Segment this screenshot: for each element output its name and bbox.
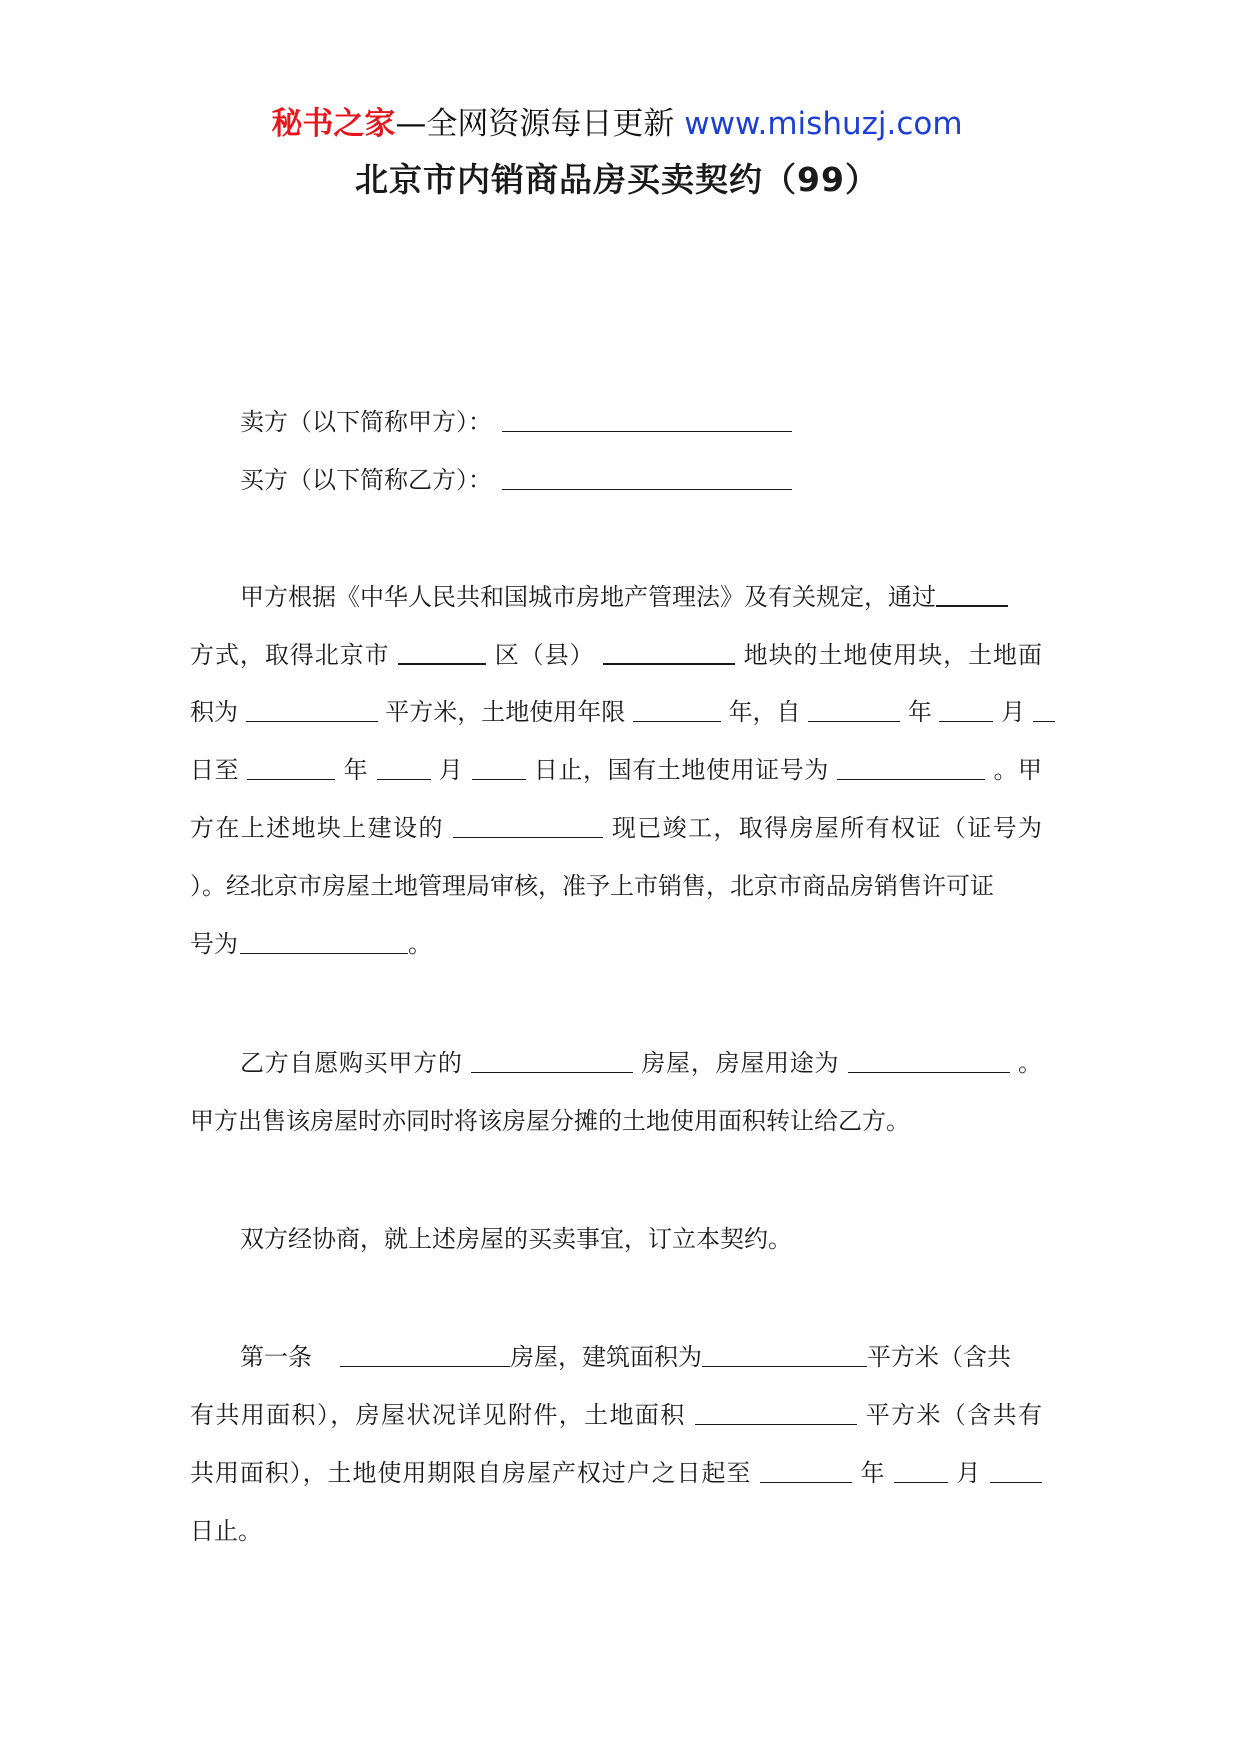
article1-property-field[interactable]	[340, 1340, 510, 1367]
para1-text: 方在上述地块上建设的	[190, 814, 444, 842]
para1-line-2	[190, 637, 1042, 672]
para1-text: 月	[1001, 698, 1026, 726]
para1-text: 年，自	[728, 698, 801, 726]
article1-line-3	[190, 1456, 1042, 1490]
acquisition-method-field[interactable]	[936, 579, 1008, 607]
land-area-field[interactable]	[246, 695, 378, 722]
para1-text: 日至	[190, 756, 240, 784]
para1-line-3	[190, 695, 1042, 729]
para1-line-1	[240, 579, 1042, 614]
document-title: 北京市内销商品房买卖契约（99）	[355, 160, 879, 199]
site-url-link[interactable]: www.mishuzj.com	[684, 106, 963, 142]
article1-text: 平方米（含共	[867, 1343, 1011, 1371]
article1-end-month-field[interactable]	[894, 1456, 948, 1483]
article1-text: 日止。	[190, 1517, 262, 1545]
para1-line-5	[190, 811, 1042, 845]
article1-line-2	[190, 1398, 1042, 1432]
article1-text: 平方米（含共有	[865, 1401, 1042, 1429]
article1-text: 有共用面积），房屋状况详见附件，土地面积	[190, 1401, 686, 1429]
district-field[interactable]	[398, 637, 486, 665]
start-day-field[interactable]	[1033, 695, 1055, 722]
article1-text: 共用面积），土地使用期限自房屋产权过户之日起至	[190, 1459, 752, 1487]
land-term-years-field[interactable]	[633, 695, 721, 722]
buyer-label: 买方（以下简称乙方）：	[240, 466, 492, 494]
para1-text: ）。经北京市房屋土地管理局审核，准予上市销售，北京市商品房销售许可证	[190, 872, 994, 900]
article1-line-1	[240, 1340, 1042, 1374]
start-month-field[interactable]	[939, 695, 993, 722]
end-day-field[interactable]	[472, 753, 526, 780]
article1-text: 年	[860, 1459, 886, 1487]
para2-line-2	[190, 1104, 1042, 1138]
sales-permit-number-field[interactable]	[240, 927, 408, 954]
para1-text: 。甲	[993, 756, 1043, 784]
para1-text: 月	[438, 756, 464, 784]
end-month-field[interactable]	[377, 753, 431, 780]
seller-label: 卖方（以下简称甲方）：	[240, 408, 492, 436]
para1-text: 年	[907, 698, 932, 726]
para1-text: 年	[343, 756, 369, 784]
brand-name: 秘书之家	[271, 106, 396, 142]
para2-line-1	[240, 1046, 1042, 1080]
start-year-field[interactable]	[808, 695, 900, 722]
seller-line	[240, 405, 1092, 439]
building-area-field[interactable]	[702, 1340, 867, 1367]
para1-text: 方式，取得北京市	[190, 641, 390, 669]
para1-text: 地块的土地使用块，土地面	[743, 641, 1043, 669]
para2-text: 房屋，房屋用途为	[641, 1049, 840, 1077]
para1-text: 甲方根据《中华人民共和国城市房地产管理法》及有关规定，通过	[240, 583, 936, 611]
para1-text: 现已竣工，取得房屋所有权证（证号为	[611, 814, 1042, 842]
para2-text: 。	[1018, 1049, 1043, 1077]
para1-line-6	[190, 869, 1042, 903]
property-use-field[interactable]	[848, 1046, 1010, 1073]
article1-end-day-field[interactable]	[990, 1456, 1042, 1483]
article1-text: 月	[956, 1459, 982, 1487]
land-plot-field[interactable]	[603, 637, 735, 665]
para1-text: 平方米，土地使用年限	[385, 698, 626, 726]
article1-text: 房屋，建筑面积为	[510, 1343, 702, 1371]
article-number: 第一条	[240, 1343, 312, 1371]
para1-text: 。	[408, 930, 432, 958]
site-header	[0, 104, 1234, 144]
seller-name-field[interactable]	[502, 405, 792, 432]
para1-text: 日止，国有土地使用证号为	[533, 756, 829, 784]
para1-line-7	[190, 927, 1042, 961]
article1-end-year-field[interactable]	[760, 1456, 852, 1483]
end-year-field[interactable]	[247, 753, 335, 780]
property-field[interactable]	[471, 1046, 633, 1073]
buyer-name-field[interactable]	[502, 463, 792, 490]
para1-line-4	[190, 753, 1042, 787]
header-tagline: —全网资源每日更新	[395, 106, 685, 142]
para1-text: 积为	[190, 698, 238, 726]
land-certificate-number-field[interactable]	[837, 753, 985, 780]
para1-text: 区（县）	[494, 641, 595, 669]
para2-text: 甲方出售该房屋时亦同时将该房屋分摊的土地使用面积转让给乙方。	[190, 1107, 910, 1135]
para3-text: 双方经协商，就上述房屋的买卖事宜，订立本契约。	[240, 1225, 792, 1253]
para1-text: 号为	[190, 930, 238, 958]
building-name-field[interactable]	[453, 811, 603, 838]
para3-line-1	[240, 1222, 1092, 1256]
article1-line-4	[190, 1514, 1042, 1548]
buyer-line	[240, 463, 1092, 497]
para2-text: 乙方自愿购买甲方的	[240, 1049, 463, 1077]
article1-land-area-field[interactable]	[695, 1398, 857, 1425]
